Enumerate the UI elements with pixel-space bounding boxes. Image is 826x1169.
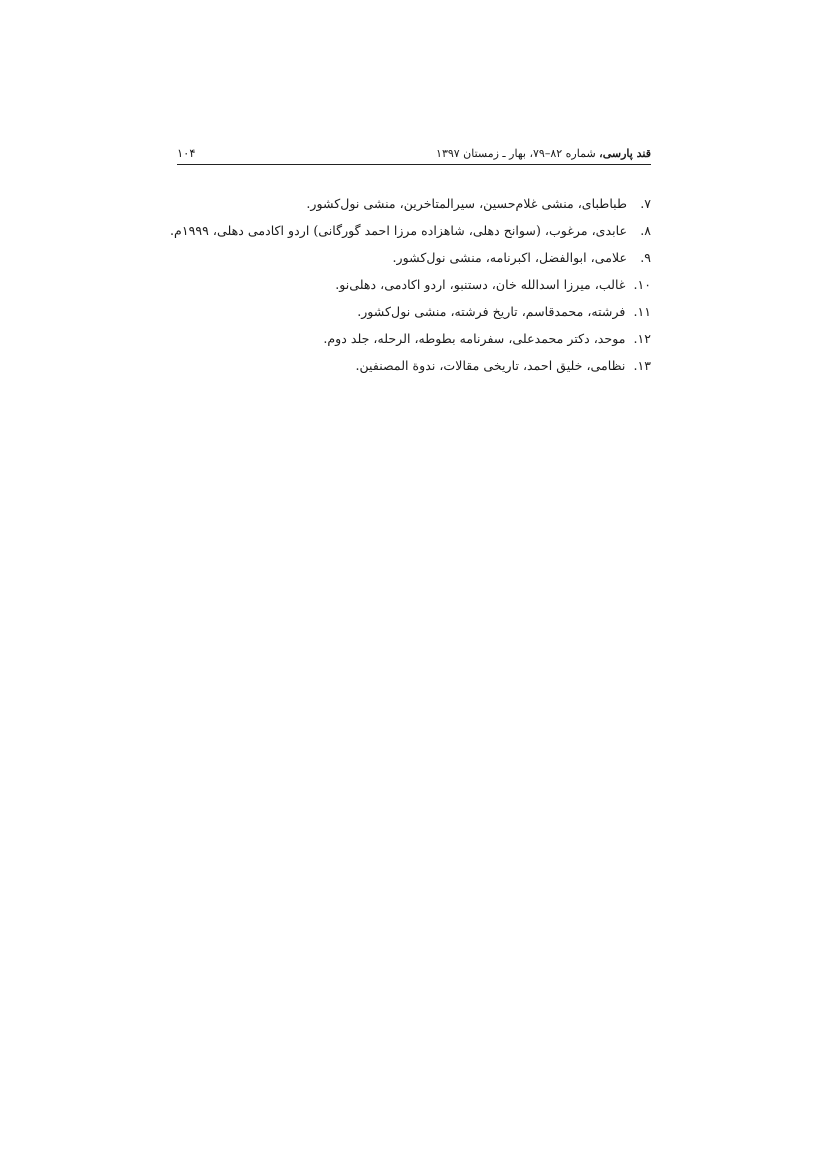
reference-number: ۱۲. (633, 331, 651, 346)
reference-text: غالب، میرزا اسدالله خان، دستنبو، اردو اکادمی، دهلی‌نو. (335, 277, 626, 292)
reference-text: فرشته، محمدقاسم، تاریخ فرشته، منشی نول‌کشور. (357, 304, 626, 319)
reference-text: عابدی، مرغوب، (سوانح دهلی، شاهزاده مرزا احمد گورگانی) اردو اکادمی دهلی، ۱۹۹۹م. (170, 223, 627, 238)
reference-list (170, 190, 651, 379)
reference-item (177, 352, 651, 379)
reference-item (177, 271, 651, 298)
header-rule (177, 164, 651, 165)
reference-text: طباطبای، منشی غلام‌حسین، سیرالمتاخرین، منشی نول‌کشور. (306, 196, 627, 211)
reference-number: ۱۱. (633, 304, 651, 319)
running-header (177, 143, 651, 163)
reference-item (177, 298, 651, 325)
reference-item (177, 244, 651, 271)
reference-number: ۸. (640, 223, 651, 238)
header-citation (436, 147, 651, 160)
reference-number: ۱۳. (633, 358, 651, 373)
reference-item (177, 325, 651, 352)
journal-title: قند پارسی، (599, 146, 651, 160)
reference-number: ۷. (640, 196, 651, 211)
reference-item (177, 190, 651, 217)
reference-text: موحد، دکتر محمدعلی، سفرنامه بطوطه، الرحله، جلد دوم. (323, 331, 626, 346)
reference-text: نظامی، خلیق احمد، تاریخی مقالات، ندوة المصنفین. (355, 358, 626, 373)
page-number: ۱۰۴ (177, 146, 196, 160)
reference-number: ۱۰. (633, 277, 651, 292)
reference-number: ۹. (640, 250, 651, 265)
issue-info: شماره ۸۲–۷۹، بهار ـ زمستان ۱۳۹۷ (436, 146, 596, 160)
reference-item (170, 217, 651, 244)
reference-text: علامی، ابوالفضل، اکبرنامه، منشی نول‌کشور. (392, 250, 627, 265)
